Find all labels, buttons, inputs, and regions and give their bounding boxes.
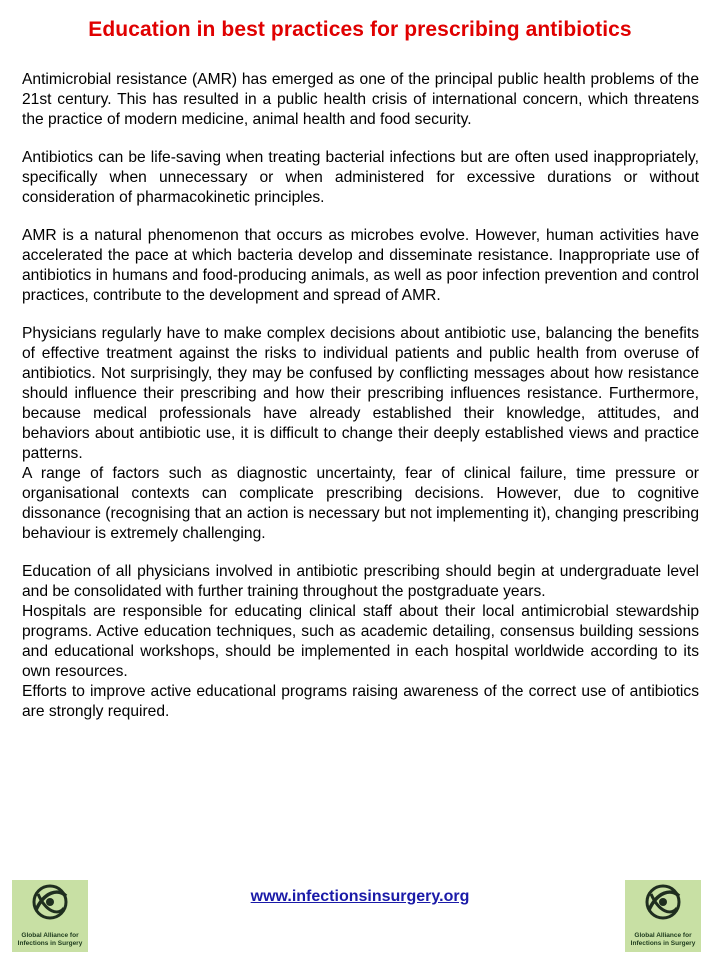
logo-left-caption: Global Alliance for Infections in Surgery — [17, 932, 83, 947]
globe-logo-icon — [643, 882, 683, 922]
logo-right-caption: Global Alliance for Infections in Surgery — [630, 932, 696, 947]
paragraph-education: Education of all physicians involved in antibiotic prescribing should begin at undergraduate level and be consolidated with further training throughout the postgraduate years. — [22, 563, 699, 600]
paragraph-hospitals: Hospitals are responsible for educating clinical staff about their local antimicrobial stewardship programs. Active education techniques, such as academic detailing, consensus building sessions and educational workshops, should be implemented in each hospital worldwide according to its own resources. — [22, 603, 699, 680]
logo-right — [625, 880, 701, 952]
website-link[interactable]: www.infectionsinsurgery.org — [250, 888, 470, 905]
paragraph-physician-decisions: Physicians regularly have to make complex decisions about antibiotic use, balancing the benefits of effective treatment against the risks to individual patients and public health from overuse of antibiotics. Not surprisingly, they may be confused by conflicting messages about how resistance should influence their prescribing and how their prescribing influences resistance. Furthermore, because medical professionals have already established their knowledge, attitudes, and behaviors about antibiotic use, it is difficult to change their deeply established views and practice patterns. — [22, 325, 699, 462]
paragraph-antibiotic-use: Antibiotics can be life-saving when treating bacterial infections but are often used inappropriately, specifically when unnecessary or when administered for excessive durations or without consideration of pharmacokinetic principles. — [22, 149, 699, 206]
paragraph-efforts: Efforts to improve active educational programs raising awareness of the correct use of antibiotics are strongly required. — [22, 683, 699, 720]
paragraph-amr-intro: Antimicrobial resistance (AMR) has emerged as one of the principal public health problems of the 21st century. This has resulted in a public health crisis of international concern, which threatens the practice of modern medicine, animal health and food security. — [22, 71, 699, 128]
paragraph-factors: A range of factors such as diagnostic uncertainty, fear of clinical failure, time pressure or organisational contexts can complicate prescribing decisions. However, due to cognitive dissonance (recognising that an action is necessary but not implementing it), changing prescribing behaviour is extremely challenging. — [22, 465, 699, 542]
body-text — [22, 70, 699, 722]
page-title: Education in best practices for prescribing antibiotics — [88, 18, 632, 41]
paragraph-amr-phenomenon: AMR is a natural phenomenon that occurs as microbes evolve. However, human activities have accelerated the pace at which bacteria develop and disseminate resistance. Inappropriate use of antibiotics in humans and food-producing animals, as well as poor infection prevention and control practices, contribute to the development and spread of AMR. — [22, 227, 699, 304]
